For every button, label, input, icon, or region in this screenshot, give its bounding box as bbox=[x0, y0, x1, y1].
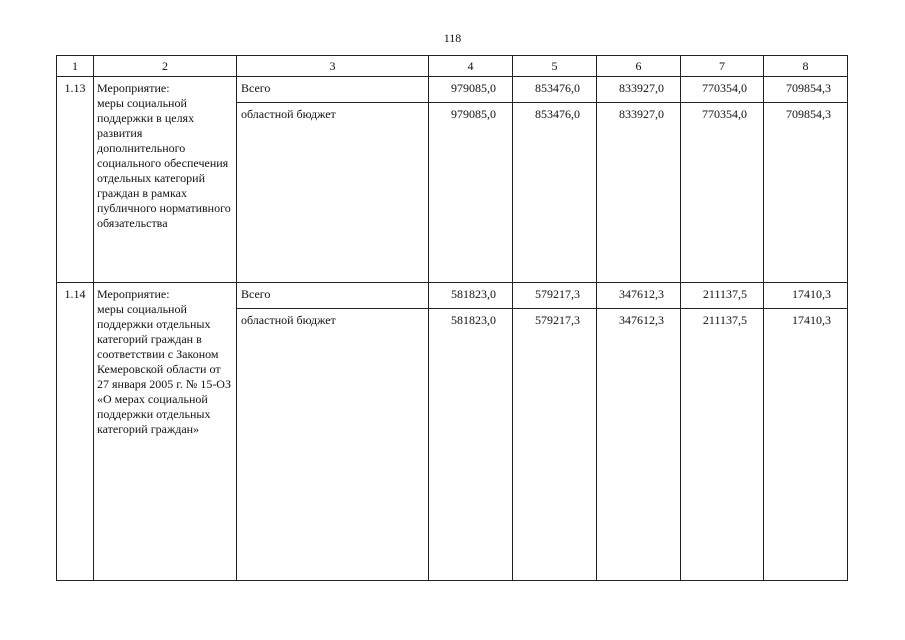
amount-cell: 579217,3 bbox=[513, 309, 597, 581]
activity-name: Мероприятие: меры социальной поддержки отдельных категорий граждан в соответствии с Законом Кемеровской области от 27 января 2005 г. № 15-ОЗ «О мерах социальной поддержки отдельных категорий граждан» bbox=[94, 283, 237, 581]
amount-cell: 211137,5 bbox=[681, 283, 764, 309]
amount-cell: 347612,3 bbox=[597, 283, 681, 309]
amount-cell: 833927,0 bbox=[597, 77, 681, 103]
amount-cell: 581823,0 bbox=[429, 309, 513, 581]
amount-cell: 347612,3 bbox=[597, 309, 681, 581]
column-header: 3 bbox=[237, 56, 429, 77]
activity-name: Мероприятие: меры социальной поддержки в целях развития дополнительного социального обеспечения отдельных категорий граждан в рамках публичного нормативного обязательства bbox=[94, 77, 237, 283]
budget-table bbox=[56, 55, 848, 581]
column-header: 5 bbox=[513, 56, 597, 77]
amount-cell: 579217,3 bbox=[513, 283, 597, 309]
row-number: 1.14 bbox=[57, 283, 94, 581]
funding-source: областной бюджет bbox=[237, 309, 429, 581]
column-header: 8 bbox=[764, 56, 848, 77]
funding-source: областной бюджет bbox=[237, 103, 429, 283]
column-header: 4 bbox=[429, 56, 513, 77]
table-row bbox=[57, 77, 848, 103]
amount-cell: 979085,0 bbox=[429, 77, 513, 103]
amount-cell: 770354,0 bbox=[681, 103, 764, 283]
funding-source: Всего bbox=[237, 77, 429, 103]
amount-cell: 581823,0 bbox=[429, 283, 513, 309]
amount-cell: 17410,3 bbox=[764, 283, 848, 309]
column-header: 1 bbox=[57, 56, 94, 77]
row-number: 1.13 bbox=[57, 77, 94, 283]
amount-cell: 770354,0 bbox=[681, 77, 764, 103]
amount-cell: 853476,0 bbox=[513, 77, 597, 103]
column-header: 7 bbox=[681, 56, 764, 77]
amount-cell: 211137,5 bbox=[681, 309, 764, 581]
amount-cell: 833927,0 bbox=[597, 103, 681, 283]
amount-cell: 709854,3 bbox=[764, 77, 848, 103]
page-number: 118 bbox=[443, 31, 462, 45]
funding-source: Всего bbox=[237, 283, 429, 309]
table-row bbox=[57, 283, 848, 309]
column-header: 6 bbox=[597, 56, 681, 77]
table-header-row bbox=[57, 56, 848, 77]
column-header: 2 bbox=[94, 56, 237, 77]
amount-cell: 17410,3 bbox=[764, 309, 848, 581]
amount-cell: 853476,0 bbox=[513, 103, 597, 283]
amount-cell: 979085,0 bbox=[429, 103, 513, 283]
amount-cell: 709854,3 bbox=[764, 103, 848, 283]
